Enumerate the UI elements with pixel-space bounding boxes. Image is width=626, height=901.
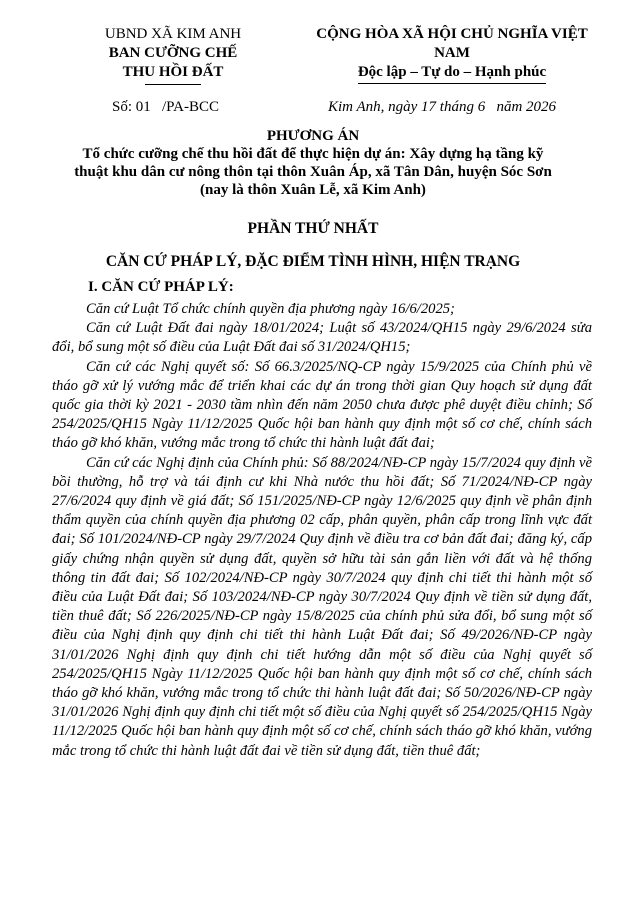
board-name-line2: THU HỒI ĐẤT — [122, 64, 224, 80]
paragraph: Căn cứ Luật Tổ chức chính quyền địa phương ngày 16/6/2025; — [86, 301, 455, 317]
paragraph: Căn cứ các Nghị định của Chính phủ: Số 88/2024/NĐ-CP ngày 15/7/2024 quy định về bồi thường, hỗ trợ và tái định cư khi Nhà nước thu hồi đất; Số 71/2024/NĐ-CP ngày 27/6/2024 quy định về giá đất; Số 151/2025/NĐ-CP ngày 12/6/2025 quy định về phân định thẩm quyền của chính quyền địa phương 02 cấp, phân quyền, phân cấp trong lĩnh vực đất đai; Số 101/2024/NĐ-CP ngày 29/7/2024 Quy định về điều tra cơ bản đất đai; đăng ký, cấp giấy chứng nhận quyền sử dụng đất, quyền sở hữu tài sản gắn liền với đất và hệ thống thông tin đất đai; Số 102/2024/NĐ-CP ngày 30/7/2024 quy định chi tiết thi hành một số điều của Luật Đất đai; Số 103/2024/NĐ-CP ngày 30/7/2024 Quy định về tiền sử dụng đất, tiền thuê đất; Số 226/2025/NĐ-CP ngày 15/8/2025 của chính phủ sửa đổi, bổ sung một số điều của Nghị định quy định chi tiết thi hành Luật Đất đai; Số 49/2026/NĐ-CP ngày 31/01/2026 Nghị định quy định chi tiết hướng dẫn một số điều của Nghị quyết số 254/2025/QH15 Ngày 11/12/2025 Quốc hội ban hành quy định một số cơ chế, chính sách tháo gỡ khó khăn, vướng mắc trong tổ chức thi hành luật đất đai; Số 50/2026/NĐ-CP ngày 31/01/2026 Nghị định quy định chi tiết một số điều của Nghị quyết số 254/2025/QH15 Ngày 11/12/2025 Quốc hội ban hành quy định một số cơ chế, chính sách tháo gỡ khó khăn, vướng mắc trong tổ chức thi hành luật đất đai về tiền sử dụng đất, tiền thuê đất; — [52, 454, 592, 759]
agency-underline — [145, 84, 201, 85]
paragraph: Căn cứ Luật Đất đai ngày 18/01/2024; Luật số 43/2024/QH15 ngày 29/6/2024 sửa đổi, bổ sung một số điều của Luật Đất đai số 31/2024/QH15; — [52, 320, 592, 356]
document-title-block — [40, 127, 586, 199]
board-name: BAN CƯỠNG CHẾ — [108, 45, 238, 61]
body-text — [52, 300, 592, 761]
national-title-block — [302, 25, 602, 84]
part-title: PHẦN THỨ NHẤT — [247, 220, 379, 237]
title-line-3: (nay là thôn Xuân Lễ, xã Kim Anh) — [200, 182, 426, 198]
title-line-1: Tổ chức cưỡng chế thu hồi đất để thực hiện dự án: Xây dựng hạ tầng kỹ — [82, 146, 544, 162]
document-number: Số: 01 /PA-BCC — [112, 99, 219, 115]
commune-name: UBND XÃ KIM ANH — [104, 26, 242, 42]
document-type: PHƯƠNG ÁN — [266, 128, 360, 144]
paragraph: Căn cứ các Nghị quyết số: Số 66.3/2025/NQ-CP ngày 15/9/2025 của Chính phủ về tháo gỡ xử lý vướng mắc để triển khai các dự án trong thời gian Quy hoạch sử dụng đất quốc gia thời kỳ 2021 - 2030 tầm nhìn đến năm 2050 chưa được phê duyệt điều chỉnh; Số 254/2025/QH15 Ngày 11/12/2025 Quốc hội ban hành quy định một số cơ chế, chính sách tháo gỡ khó khăn, vướng mắc trong tổ chức thi hành luật đất đai; — [52, 358, 592, 452]
heading-legal-basis: I. CĂN CỨ PHÁP LÝ: — [88, 279, 234, 295]
national-motto: Độc lập – Tự do – Hạnh phúc — [358, 63, 546, 84]
nation-name: CỘNG HÒA XÃ HỘI CHỦ NGHĨA VIỆT NAM — [316, 26, 588, 61]
title-line-2: thuật khu dân cư nông thôn tại thôn Xuân Áp, xã Tân Dân, huyện Sóc Sơn — [74, 164, 552, 180]
date-line: Kim Anh, ngày 17 tháng 6 năm 2026 — [328, 99, 557, 115]
section-title: CĂN CỨ PHÁP LÝ, ĐẶC ĐIỂM TÌNH HÌNH, HIỆN TRẠNG — [105, 253, 521, 270]
issuing-agency-block — [78, 25, 268, 85]
